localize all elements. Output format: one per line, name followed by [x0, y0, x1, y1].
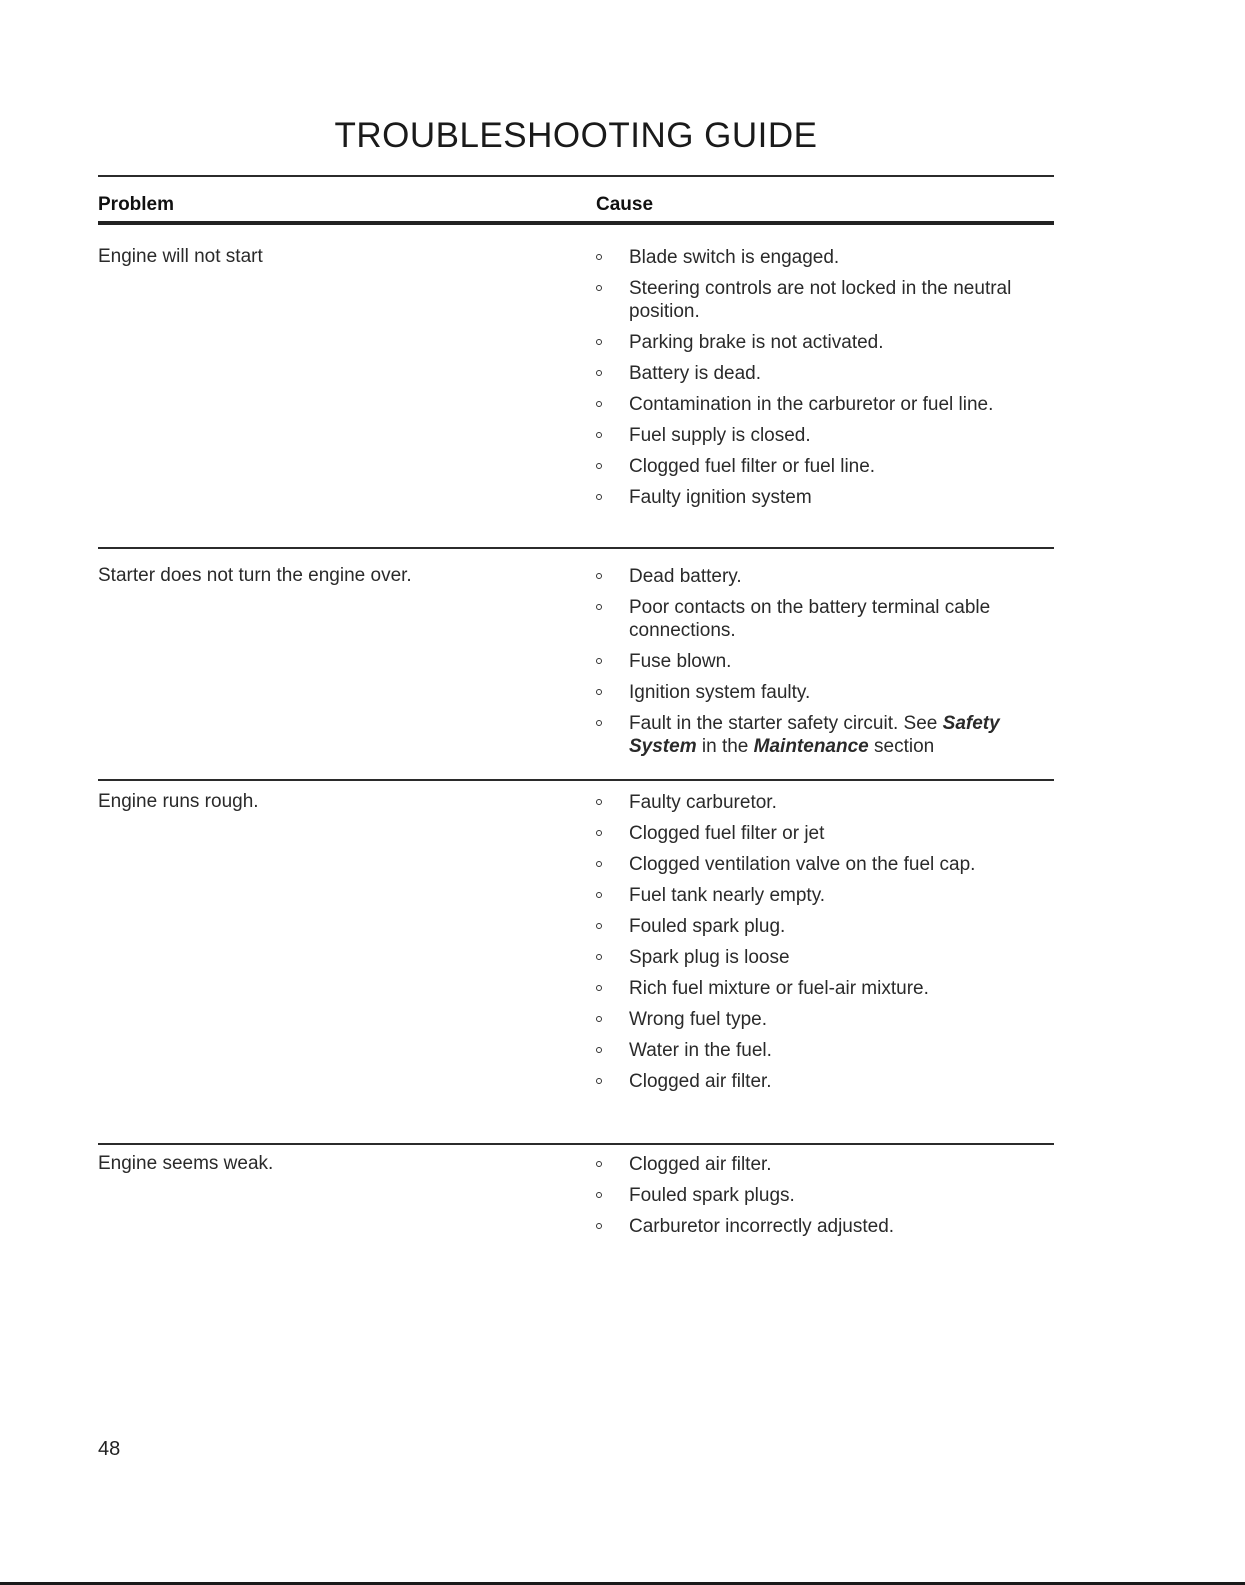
cause-item: Rich fuel mixture or fuel-air mixture. [596, 977, 1036, 1000]
bullet-icon [596, 339, 602, 345]
cause-item: Battery is dead. [596, 362, 1036, 385]
cause-item: Parking brake is not activated. [596, 331, 1036, 354]
cause-item: Clogged air filter. [596, 1153, 1036, 1176]
cause-list [596, 791, 1036, 1101]
problem-label: Engine will not start [98, 246, 263, 267]
bullet-icon [596, 830, 602, 836]
bullet-icon [596, 432, 602, 438]
cause-item: Poor contacts on the battery terminal cable connections. [596, 596, 1036, 642]
cause-item: Faulty carburetor. [596, 791, 1036, 814]
bullet-icon [596, 604, 602, 610]
cause-item: Blade switch is engaged. [596, 246, 1036, 269]
cause-item: Carburetor incorrectly adjusted. [596, 1215, 1036, 1238]
bullet-icon [596, 799, 602, 805]
cause-item: Fuse blown. [596, 650, 1036, 673]
bullet-icon [596, 1192, 602, 1198]
bullet-icon [596, 1161, 602, 1167]
section-divider [98, 547, 1054, 549]
bullet-icon [596, 1078, 602, 1084]
bullet-icon [596, 861, 602, 867]
bullet-icon [596, 573, 602, 579]
bullet-icon [596, 923, 602, 929]
bullet-icon [596, 1223, 602, 1229]
cause-list [596, 246, 1036, 517]
cause-item: Fouled spark plug. [596, 915, 1036, 938]
cause-item: Clogged fuel filter or jet [596, 822, 1036, 845]
cause-item: Fuel supply is closed. [596, 424, 1036, 447]
cause-item: Faulty ignition system [596, 486, 1036, 509]
cause-item: Fuel tank nearly empty. [596, 884, 1036, 907]
problem-column-header: Problem [98, 194, 175, 215]
cause-column-header: Cause [596, 194, 654, 215]
bullet-icon [596, 285, 602, 291]
cause-list [596, 1153, 1036, 1246]
bullet-icon [596, 720, 602, 726]
cause-item: Fouled spark plugs. [596, 1184, 1036, 1207]
bullet-icon [596, 658, 602, 664]
maintenance-reference: Maintenance [753, 736, 869, 757]
cause-item: Ignition system faulty. [596, 681, 1036, 704]
problem-label: Starter does not turn the engine over. [98, 565, 412, 586]
cause-item: Spark plug is loose [596, 946, 1036, 969]
title-divider [98, 175, 1054, 177]
cause-item: Clogged fuel filter or fuel line. [596, 455, 1036, 478]
cause-item: Steering controls are not locked in the neutral position. [596, 277, 1036, 323]
cause-item: Fault in the starter safety circuit. See Safety System in the Maintenance section [596, 712, 1036, 758]
bullet-icon [596, 401, 602, 407]
cause-item: Water in the fuel. [596, 1039, 1036, 1062]
page-title: TROUBLESHOOTING GUIDE [334, 116, 818, 155]
problem-label: Engine seems weak. [98, 1153, 274, 1174]
problem-label: Engine runs rough. [98, 791, 259, 812]
section-divider [98, 779, 1054, 781]
section-divider [98, 1143, 1054, 1145]
bullet-icon [596, 1047, 602, 1053]
bullet-icon [596, 689, 602, 695]
bullet-icon [596, 1016, 602, 1022]
cause-item: Clogged air filter. [596, 1070, 1036, 1093]
header-divider [98, 221, 1054, 225]
page-number: 48 [98, 1438, 121, 1460]
bullet-icon [596, 463, 602, 469]
cause-list [596, 565, 1036, 766]
cause-item: Contamination in the carburetor or fuel line. [596, 393, 1036, 416]
bullet-icon [596, 494, 602, 500]
bullet-icon [596, 254, 602, 260]
bullet-icon [596, 370, 602, 376]
cause-item: Dead battery. [596, 565, 1036, 588]
cause-item: Clogged ventilation valve on the fuel cap. [596, 853, 1036, 876]
bullet-icon [596, 954, 602, 960]
bullet-icon [596, 892, 602, 898]
bullet-icon [596, 985, 602, 991]
cause-item: Wrong fuel type. [596, 1008, 1036, 1031]
safety-system-reference: Safety System [629, 713, 1000, 757]
